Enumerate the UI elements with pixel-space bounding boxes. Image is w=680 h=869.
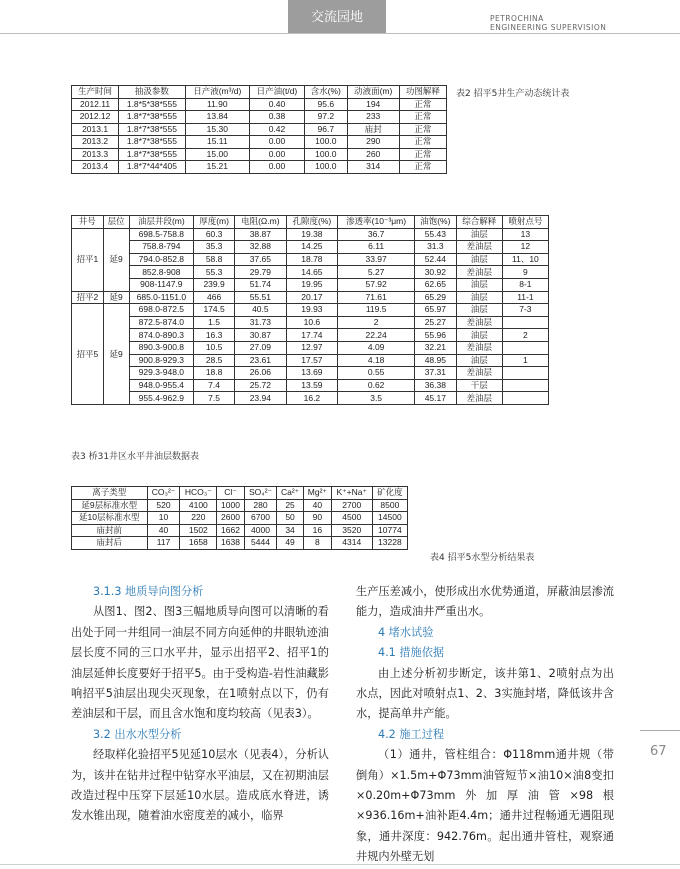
table-cell: 4500	[331, 512, 372, 525]
table-cell: 32.21	[415, 341, 457, 354]
table-row	[72, 379, 549, 392]
table-cell: 8	[303, 537, 331, 550]
footer-rule	[0, 864, 680, 865]
table-cell: 929.3-948.0	[129, 367, 193, 380]
table-cell: 9	[502, 266, 548, 279]
table-cell: 30.92	[415, 266, 457, 279]
table-cell: 194	[347, 98, 399, 111]
header-cell: 抽汲参数	[119, 86, 186, 99]
paragraph-continued: 生产压差减小，使形成出水优势通道，屏蔽油层渗流能力，造成油井严重出水。	[356, 585, 614, 619]
table-cell: 1.8*5*38*555	[119, 98, 186, 111]
table-cell: 庙封	[347, 123, 399, 136]
table-cell: 14.25	[286, 241, 338, 254]
table-cell: 油层	[456, 304, 502, 317]
table-cell: 55.43	[415, 228, 457, 241]
table-cell	[502, 316, 548, 329]
table-cell: 13228	[372, 537, 407, 550]
table-row	[72, 123, 447, 136]
table-row	[72, 266, 549, 279]
table-cell: 26.06	[235, 367, 286, 380]
table-cell: 698.5-758.8	[129, 228, 193, 241]
table-cell	[502, 367, 548, 380]
table-cell: 16.2	[286, 392, 338, 405]
table-cell: 7.4	[194, 379, 235, 392]
table-cell: 2	[338, 316, 415, 329]
table-cell: 12.97	[286, 341, 338, 354]
table-cell: 13	[502, 228, 548, 241]
table-2-caption: 表2 招平5井生产动态统计表	[456, 89, 570, 99]
table-cell: 1.8*7*38*555	[119, 111, 186, 124]
heading-3-2: 3.2 出水水型分析	[93, 727, 182, 741]
table-cell: 庙封前	[72, 524, 148, 537]
table-cell: 19.38	[286, 228, 338, 241]
table-cell: 14.65	[286, 266, 338, 279]
table-cell: 正常	[399, 136, 446, 149]
table-row	[72, 512, 408, 525]
right-column	[356, 582, 614, 868]
left-column	[71, 582, 329, 827]
table-cell: 13.69	[286, 367, 338, 380]
table-header-row	[72, 487, 408, 500]
table-cell: 30.87	[235, 329, 286, 342]
table-cell: 延10层标准水型	[72, 512, 148, 525]
table-cell: 17.57	[286, 354, 338, 367]
table-cell: 874.0-890.3	[129, 329, 193, 342]
table-row	[72, 367, 549, 380]
table-cell: 延9层标准水型	[72, 499, 148, 512]
table-cell: 0.55	[338, 367, 415, 380]
heading-4-1: 4.1 措施依据	[378, 646, 445, 660]
header-cell: 电阻(Ω.m)	[235, 216, 286, 229]
layer-cell: 延9	[103, 304, 129, 405]
header-cell: 日产油(t/d)	[249, 86, 304, 99]
table-cell: 55.51	[235, 291, 286, 304]
header-cell: 渗透率(10⁻³μm)	[338, 216, 415, 229]
table-cell: 758.8-794	[129, 241, 193, 254]
table-cell: 34	[277, 524, 304, 537]
table-cell: 55.3	[194, 266, 235, 279]
table-cell: 5.27	[338, 266, 415, 279]
table-row	[72, 291, 549, 304]
table-cell: 18.8	[194, 367, 235, 380]
table-cell: 7-3	[502, 304, 548, 317]
table-cell: 71.61	[338, 291, 415, 304]
header-cell: HCO₃⁻	[180, 487, 217, 500]
table-cell: 36.38	[415, 379, 457, 392]
table-cell: 13.59	[286, 379, 338, 392]
header-cell: 层位	[103, 216, 129, 229]
table-cell: 314	[347, 161, 399, 174]
table-cell: 2013.1	[72, 123, 119, 136]
table-cell: 55.96	[415, 329, 457, 342]
table-cell: 290	[347, 136, 399, 149]
page-number-rule	[640, 730, 680, 731]
table-cell: 57.92	[338, 278, 415, 291]
table-cell: 23.61	[235, 354, 286, 367]
table-cell: 955.4-962.9	[129, 392, 193, 405]
table-row	[72, 524, 408, 537]
paragraph-water-type: 经取样化验招平5见延10层水（见表4），分析认为，该井在钻井过程中钻穿水平油层，又在初期油层改造过程中压穿下层延10水层。造成底水脊进，诱发水锥出现，随着油水密度差的减小，临界	[71, 748, 329, 823]
header-cell: 厚度(m)	[194, 216, 235, 229]
table-cell: 16.3	[194, 329, 235, 342]
table-cell: 40	[303, 499, 331, 512]
table-3	[71, 215, 549, 405]
header-cell: 孔隙度(%)	[286, 216, 338, 229]
table-cell: 2700	[331, 499, 372, 512]
table-cell: 27.09	[235, 341, 286, 354]
table-cell: 0.00	[249, 148, 304, 161]
well-name-cell: 招平5	[72, 304, 104, 405]
table-cell: 差油层	[456, 392, 502, 405]
table-cell: 7.5	[194, 392, 235, 405]
table-row	[72, 228, 549, 241]
table-cell: 8-1	[502, 278, 548, 291]
table-row	[72, 278, 549, 291]
brand-line-2: ENGINEERING SUPERVISION	[490, 23, 607, 32]
table-cell: 干层	[456, 379, 502, 392]
table-row	[72, 392, 549, 405]
table-row	[72, 111, 447, 124]
header-cell: 矿化度	[372, 487, 407, 500]
table-cell: 40.5	[235, 304, 286, 317]
table-cell: 1658	[180, 537, 217, 550]
table-cell: 466	[194, 291, 235, 304]
table-row	[72, 136, 447, 149]
table-cell: 28.5	[194, 354, 235, 367]
table-cell: 117	[147, 537, 180, 550]
table-cell: 2013.2	[72, 136, 119, 149]
table-cell: 872.5-874.0	[129, 316, 193, 329]
brand-line-1: PETROCHINA	[490, 14, 544, 23]
header-rule	[0, 33, 680, 34]
table-4	[71, 486, 408, 550]
table-cell: 正常	[399, 111, 446, 124]
heading-3-1-3: 3.1.3 地质导向图分析	[93, 585, 204, 598]
header-cell: Ca²⁺	[277, 487, 304, 500]
table-cell: 差油层	[456, 241, 502, 254]
table-cell: 1638	[217, 537, 245, 550]
table-cell: 10	[147, 512, 180, 525]
table-cell: 23.94	[235, 392, 286, 405]
table-cell: 25.72	[235, 379, 286, 392]
table-cell: 31.3	[415, 241, 457, 254]
header-cell: Mg²⁺	[303, 487, 331, 500]
table-cell: 10.6	[286, 316, 338, 329]
table-cell: 95.6	[305, 98, 348, 111]
table-3-caption: 表3 桥31井区水平井油层数据表	[71, 452, 200, 462]
header-cell: 功图解释	[399, 86, 446, 99]
table-cell: 2	[502, 329, 548, 342]
table-cell: 20.17	[286, 291, 338, 304]
table-cell: 庙封后	[72, 537, 148, 550]
table-cell: 油层	[456, 228, 502, 241]
header-cell: 油层井段(m)	[129, 216, 193, 229]
table-cell: 11、10	[502, 253, 548, 266]
table-cell: 65.97	[415, 304, 457, 317]
header-cell: 生产时间	[72, 86, 119, 99]
table-cell: 239.9	[194, 278, 235, 291]
table-cell: 10.5	[194, 341, 235, 354]
table-cell: 220	[180, 512, 217, 525]
table-cell: 31.73	[235, 316, 286, 329]
table-cell: 37.65	[235, 253, 286, 266]
table-cell: 17.74	[286, 329, 338, 342]
table-cell: 45.17	[415, 392, 457, 405]
layer-cell: 延9	[103, 228, 129, 291]
header-cell: 日产液(m³/d)	[185, 86, 249, 99]
table-cell: 13.84	[185, 111, 249, 124]
table-header-row	[72, 216, 549, 229]
table-row	[72, 354, 549, 367]
table-cell: 22.24	[338, 329, 415, 342]
table-row	[72, 161, 447, 174]
paragraph-basis: 由上述分析初步断定，该井第1、2喷射点为出水点，因此对喷射点1、2、3实施封堵，降低该井含水，提高单井产能。	[356, 666, 614, 721]
table-cell: 15.00	[185, 148, 249, 161]
table-cell: 2600	[217, 512, 245, 525]
table-cell: 4.09	[338, 341, 415, 354]
table-cell: 15.30	[185, 123, 249, 136]
header-cell: 喷射点号	[502, 216, 548, 229]
table-cell: 差油层	[456, 341, 502, 354]
table-row	[72, 341, 549, 354]
table-cell: 4314	[331, 537, 372, 550]
table-cell: 96.7	[305, 123, 348, 136]
table-cell: 1000	[217, 499, 245, 512]
table-cell: 6700	[244, 512, 276, 525]
table-cell: 97.2	[305, 111, 348, 124]
table-cell: 35.3	[194, 241, 235, 254]
table-cell: 40	[147, 524, 180, 537]
table-cell: 11-1	[502, 291, 548, 304]
table-row	[72, 241, 549, 254]
header-cell: 含水(%)	[305, 86, 348, 99]
table-cell: 29.79	[235, 266, 286, 279]
table-cell: 4000	[244, 524, 276, 537]
table-cell: 2012.12	[72, 111, 119, 124]
table-cell: 3520	[331, 524, 372, 537]
table-cell: 890.3-900.8	[129, 341, 193, 354]
table-cell: 852.8-908	[129, 266, 193, 279]
table-cell: 280	[244, 499, 276, 512]
table-cell: 1.8*7*38*555	[119, 136, 186, 149]
table-cell: 0.00	[249, 136, 304, 149]
well-name-cell: 招平2	[72, 291, 104, 304]
table-cell: 49	[277, 537, 304, 550]
paragraph-process: （1）通井，管柱组合：Φ118mm通井规（带倒角）×1.5m+Φ73mm油管短节×油10×油8变扣×0.20m+Φ73mm外加厚油管×98根×936.16m+油补距4.4m；通井过程畅通无遇阻现象，通井深度：942.76m。起出通井管柱，观察通井规内外壁无划	[356, 748, 614, 864]
section-tab	[288, 0, 386, 33]
table-cell: 948.0-955.4	[129, 379, 193, 392]
table-header-row	[72, 86, 447, 99]
table-cell: 48.95	[415, 354, 457, 367]
table-cell	[502, 392, 548, 405]
table-cell: 62.65	[415, 278, 457, 291]
table-cell: 正常	[399, 148, 446, 161]
table-2	[71, 85, 447, 174]
well-name-cell: 招平1	[72, 228, 104, 291]
table-row	[72, 499, 408, 512]
table-cell: 685.0-1151.0	[129, 291, 193, 304]
table-cell: 差油层	[456, 367, 502, 380]
table-cell: 0.42	[249, 123, 304, 136]
section-title: 交流园地	[310, 10, 363, 25]
header-cell: 油饱(%)	[415, 216, 457, 229]
table-cell: 25	[277, 499, 304, 512]
table-cell: 52.44	[415, 253, 457, 266]
layer-cell: 延9	[103, 291, 129, 304]
table-cell: 差油层	[456, 316, 502, 329]
table-cell	[502, 341, 548, 354]
table-4-caption: 表4 招平5水型分析结果表	[430, 553, 535, 563]
table-cell: 19.95	[286, 278, 338, 291]
table-row	[72, 98, 447, 111]
table-cell: 油层	[456, 253, 502, 266]
table-cell: 19.93	[286, 304, 338, 317]
table-cell: 90	[303, 512, 331, 525]
table-cell: 32.88	[235, 241, 286, 254]
table-cell: 33.97	[338, 253, 415, 266]
table-cell: 58.8	[194, 253, 235, 266]
header-cell: 井号	[72, 216, 104, 229]
table-cell: 1662	[217, 524, 245, 537]
table-cell	[502, 379, 548, 392]
table-cell: 233	[347, 111, 399, 124]
table-cell: 11.90	[185, 98, 249, 111]
table-cell: 油层	[456, 329, 502, 342]
table-cell: 60.3	[194, 228, 235, 241]
table-cell: 51.74	[235, 278, 286, 291]
table-cell: 794.0-852.8	[129, 253, 193, 266]
table-cell: 25.27	[415, 316, 457, 329]
table-cell: 174.5	[194, 304, 235, 317]
table-cell: 37.31	[415, 367, 457, 380]
table-cell: 520	[147, 499, 180, 512]
table-row	[72, 253, 549, 266]
table-cell: 4100	[180, 499, 217, 512]
header-cell: 离子类型	[72, 487, 148, 500]
header-cell: K⁺+Na⁺	[331, 487, 372, 500]
table-cell: 2013.4	[72, 161, 119, 174]
header-cell: 综合解释	[456, 216, 502, 229]
header-cell: CO₃²⁻	[147, 487, 180, 500]
table-cell: 18.78	[286, 253, 338, 266]
table-cell: 100.0	[305, 161, 348, 174]
table-cell: 65.29	[415, 291, 457, 304]
table-cell: 正常	[399, 161, 446, 174]
table-cell: 36.7	[338, 228, 415, 241]
table-row	[72, 304, 549, 317]
table-cell: 0.40	[249, 98, 304, 111]
table-cell: 0.00	[249, 161, 304, 174]
header-cell: 动液面(m)	[347, 86, 399, 99]
table-cell: 50	[277, 512, 304, 525]
table-cell: 900.8-929.3	[129, 354, 193, 367]
heading-4: 4 堵水试验	[378, 625, 434, 639]
table-cell: 15.11	[185, 136, 249, 149]
header-cell: Cl⁻	[217, 487, 245, 500]
table-cell: 698.0-872.5	[129, 304, 193, 317]
header-cell: SO₄²⁻	[244, 487, 276, 500]
table-row	[72, 329, 549, 342]
table-cell: 0.38	[249, 111, 304, 124]
table-cell: 油层	[456, 278, 502, 291]
table-cell: 16	[303, 524, 331, 537]
brand-logo-text	[490, 14, 606, 32]
table-cell: 38.87	[235, 228, 286, 241]
table-row	[72, 316, 549, 329]
table-cell: 2013.3	[72, 148, 119, 161]
table-cell: 油层	[456, 354, 502, 367]
table-cell: 12	[502, 241, 548, 254]
table-cell: 100.0	[305, 136, 348, 149]
table-cell: 0.62	[338, 379, 415, 392]
table-cell: 100.0	[305, 148, 348, 161]
table-cell: 正常	[399, 123, 446, 136]
paragraph-geology: 从图1、图2、图3三幅地质导向图可以清晰的看出处于同一井组同一油层不同方向延伸的井眼轨迹油层长度不同的三口水平井，显示出招平2、招平1的油层延伸长度要好于招平5。由于受构造-岩性油藏影响招平5油层出现尖灭现象，在1喷射点以下，仍有差油层和干层，而且含水饱和度均较高（见表3）。	[71, 605, 329, 721]
table-cell: 3.5	[338, 392, 415, 405]
table-row	[72, 148, 447, 161]
table-cell: 5444	[244, 537, 276, 550]
table-cell: 119.5	[338, 304, 415, 317]
table-cell: 6.11	[338, 241, 415, 254]
table-cell: 15.21	[185, 161, 249, 174]
table-cell: 油层	[456, 291, 502, 304]
table-cell: 1.8*7*38*555	[119, 148, 186, 161]
table-cell: 14500	[372, 512, 407, 525]
page-number: 67	[650, 744, 667, 759]
table-cell: 1502	[180, 524, 217, 537]
table-cell: 908-1147.9	[129, 278, 193, 291]
table-cell: 2012.11	[72, 98, 119, 111]
table-cell: 1	[502, 354, 548, 367]
table-cell: 1.8*7*44*405	[119, 161, 186, 174]
table-cell: 8500	[372, 499, 407, 512]
heading-4-2: 4.2 施工过程	[378, 727, 445, 741]
table-cell: 260	[347, 148, 399, 161]
table-row	[72, 537, 408, 550]
table-cell: 4.18	[338, 354, 415, 367]
table-cell: 10774	[372, 524, 407, 537]
table-cell: 正常	[399, 98, 446, 111]
table-cell: 1.5	[194, 316, 235, 329]
table-cell: 差油层	[456, 266, 502, 279]
table-cell: 1.8*7*38*555	[119, 123, 186, 136]
